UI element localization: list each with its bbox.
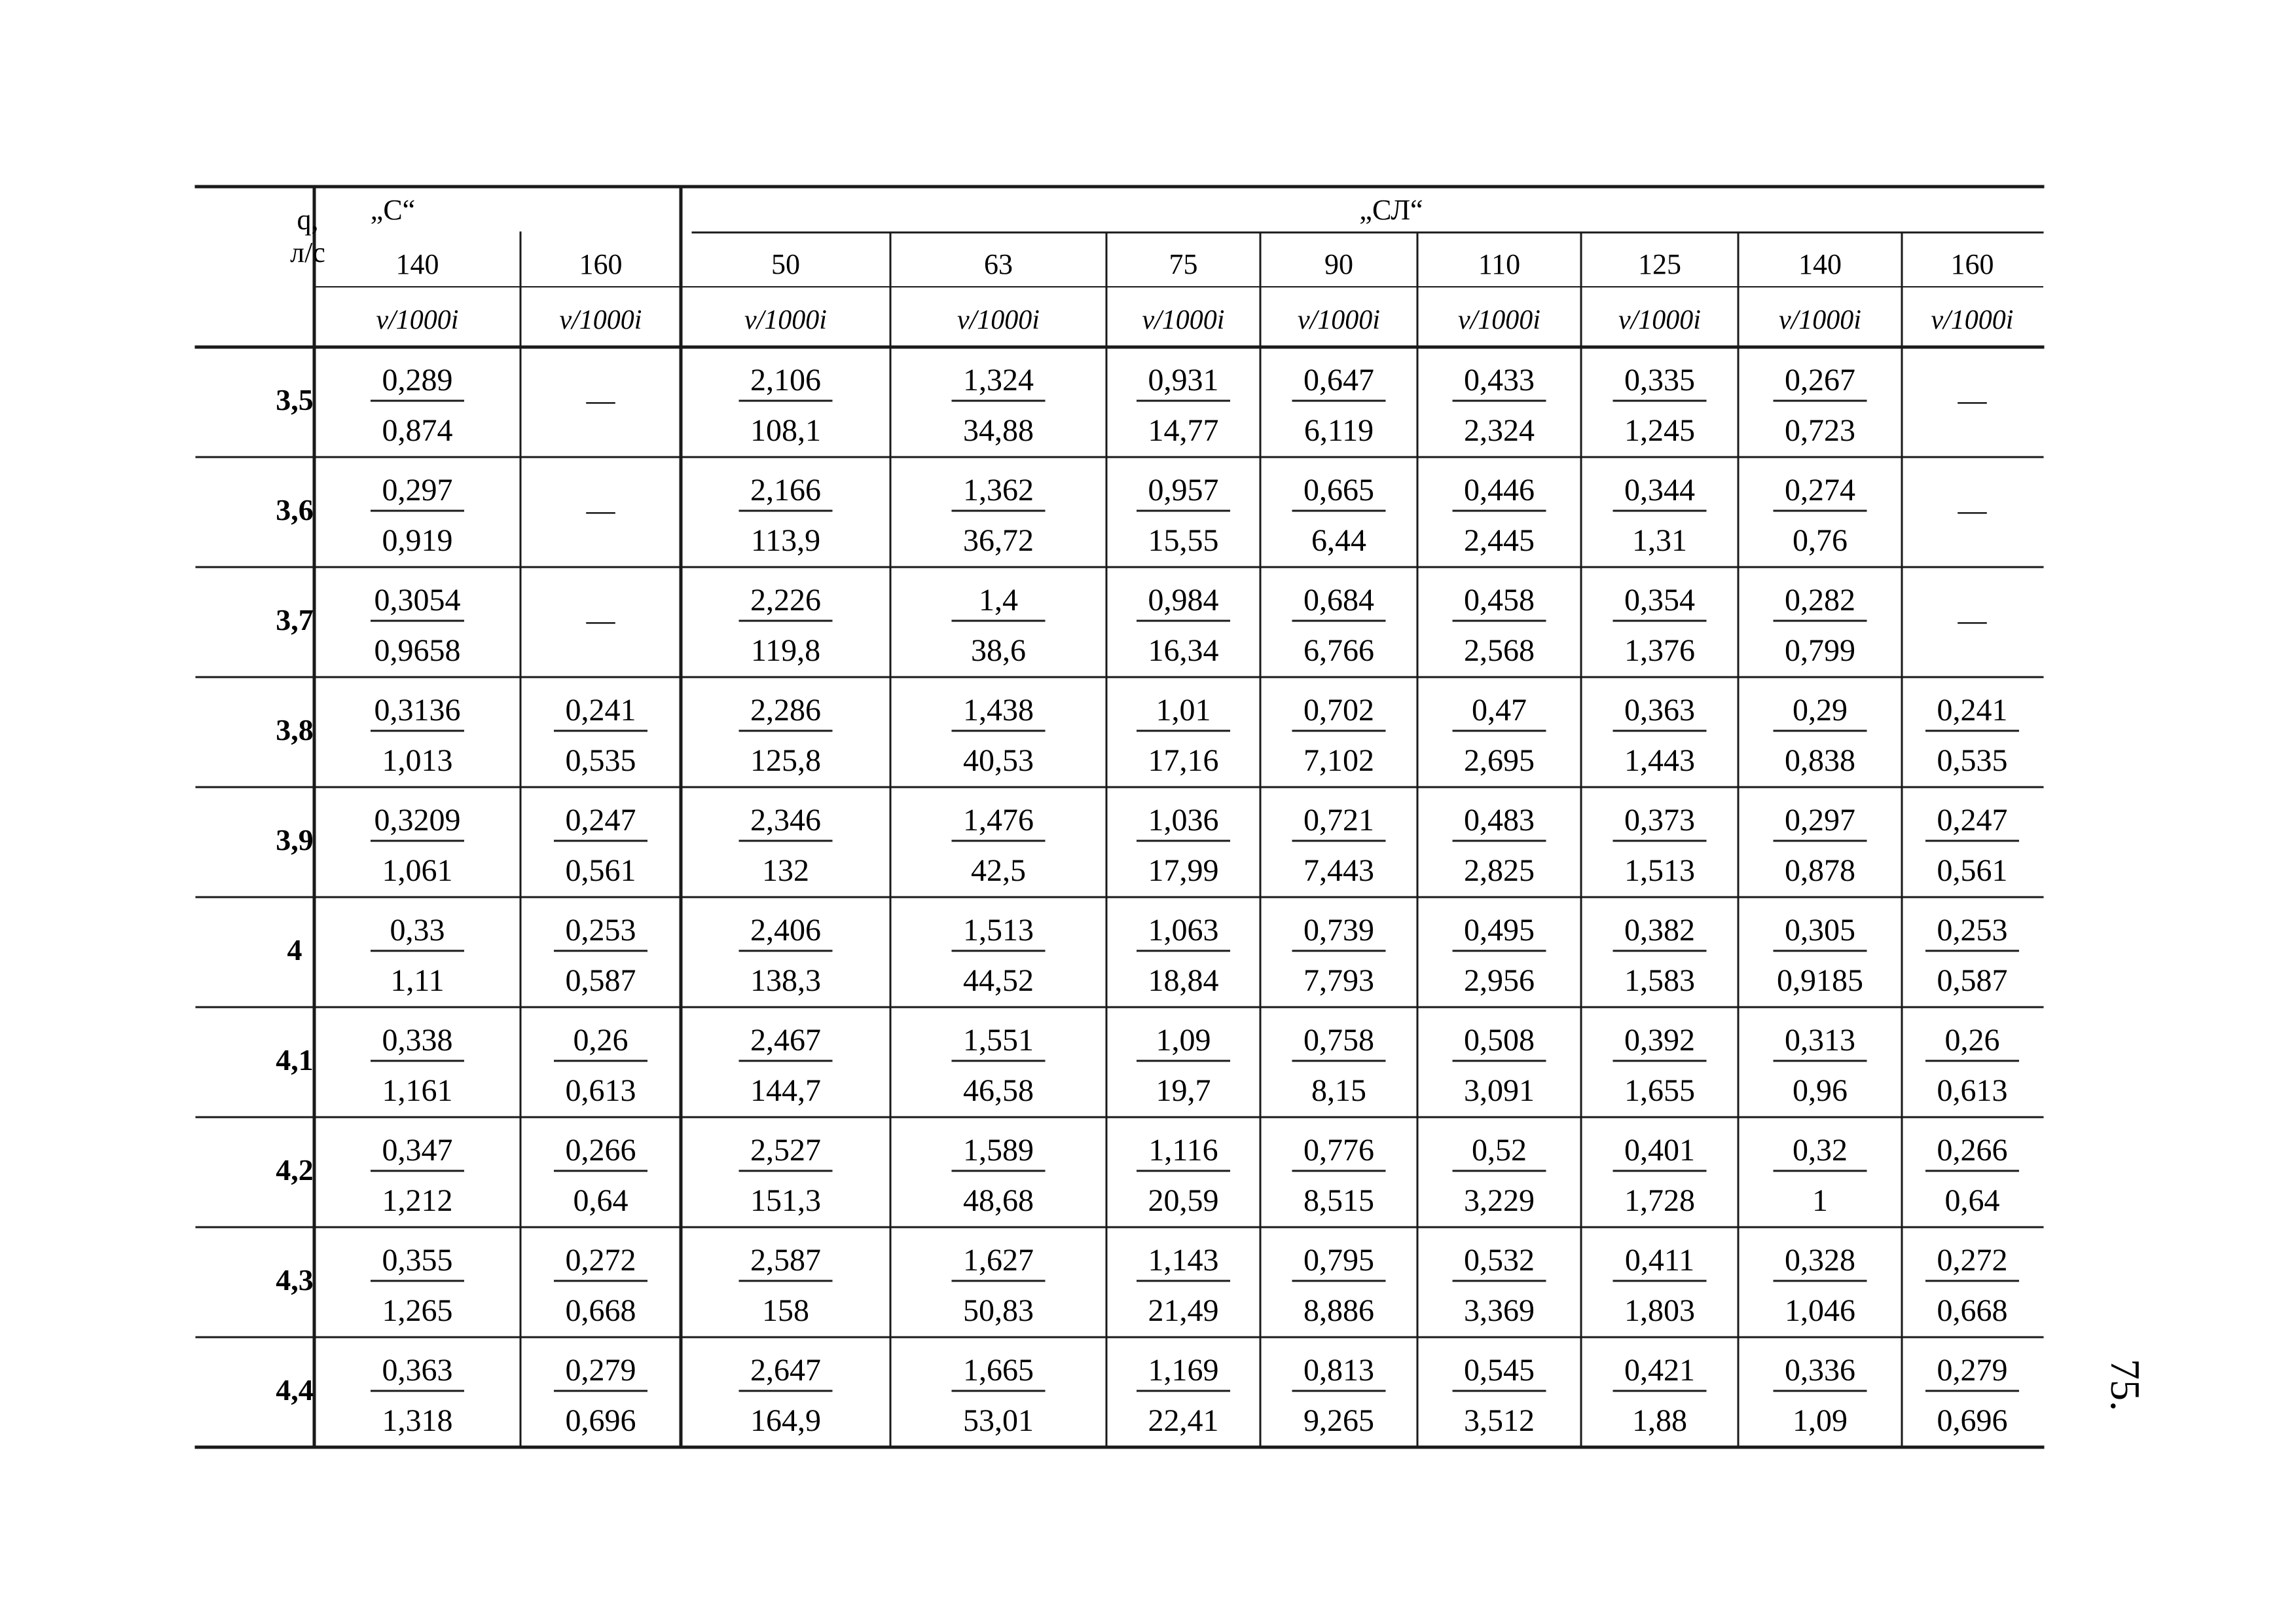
- head-loss-value: 158: [762, 1293, 809, 1328]
- head-loss-value: 0,919: [382, 523, 453, 558]
- velocity-value: 0,274: [1785, 473, 1855, 507]
- velocity-value: 0,446: [1464, 473, 1535, 507]
- head-loss-value: 1,728: [1624, 1183, 1695, 1218]
- head-loss-value: 1,11: [390, 963, 445, 998]
- flow-rate-cell: 3,9: [276, 823, 314, 857]
- velocity-value: 0,267: [1785, 363, 1855, 397]
- velocity-value: 0,508: [1464, 1023, 1535, 1058]
- diameter-header: 125: [1638, 248, 1681, 280]
- q-header: q,: [297, 204, 319, 236]
- head-loss-value: 50,83: [963, 1293, 1034, 1328]
- flow-rate-cell: 3,8: [276, 713, 314, 747]
- diameter-header: 160: [1950, 248, 1994, 280]
- head-loss-value: 0,878: [1785, 853, 1855, 888]
- velocity-value: 0,813: [1303, 1353, 1374, 1388]
- velocity-value: 1,036: [1148, 803, 1219, 838]
- head-loss-value: 1,88: [1632, 1403, 1687, 1438]
- velocity-value: 0,289: [382, 363, 453, 397]
- head-loss-value: 53,01: [963, 1403, 1034, 1438]
- diameter-header: 140: [395, 248, 439, 280]
- velocity-value: 2,587: [750, 1243, 821, 1278]
- velocity-value: 1,476: [963, 803, 1034, 838]
- head-loss-value: 22,41: [1148, 1403, 1219, 1438]
- column-subheader: v/1000i: [1931, 305, 2014, 335]
- velocity-value: 0,373: [1624, 803, 1695, 838]
- velocity-value: 0,52: [1472, 1133, 1527, 1168]
- empty-cell-dash: —: [1958, 494, 1987, 526]
- velocity-value: 1,09: [1156, 1023, 1211, 1058]
- head-loss-value: 7,102: [1303, 743, 1374, 778]
- velocity-value: 0,665: [1303, 473, 1374, 507]
- head-loss-value: 46,58: [963, 1073, 1034, 1108]
- velocity-value: 0,382: [1624, 913, 1695, 948]
- velocity-value: 0,47: [1472, 693, 1527, 728]
- head-loss-value: 0,561: [1937, 853, 2008, 888]
- velocity-value: 0,363: [382, 1353, 453, 1388]
- head-loss-value: 14,77: [1148, 413, 1219, 448]
- head-loss-value: 0,696: [565, 1403, 636, 1438]
- head-loss-value: 8,886: [1303, 1293, 1374, 1328]
- velocity-value: 1,4: [979, 583, 1018, 618]
- head-loss-value: 0,838: [1785, 743, 1855, 778]
- head-loss-value: 2,568: [1464, 633, 1535, 668]
- head-loss-value: 113,9: [750, 523, 821, 558]
- empty-cell-dash: —: [1958, 384, 1987, 416]
- velocity-value: 0,253: [565, 913, 636, 948]
- head-loss-value: 0,613: [565, 1073, 636, 1108]
- head-loss-value: 0,613: [1937, 1073, 2008, 1108]
- head-loss-value: 34,88: [963, 413, 1034, 448]
- velocity-value: 0,3209: [374, 803, 461, 838]
- head-loss-value: 1,31: [1632, 523, 1687, 558]
- velocity-value: 0,279: [1937, 1353, 2008, 1388]
- velocity-value: 0,363: [1624, 693, 1695, 728]
- head-loss-value: 1,803: [1624, 1293, 1695, 1328]
- velocity-value: 0,931: [1148, 363, 1219, 397]
- head-loss-value: 1,061: [382, 853, 453, 888]
- velocity-value: 0,29: [1793, 693, 1848, 728]
- head-loss-value: 1,318: [382, 1403, 453, 1438]
- velocity-value: 0,336: [1785, 1353, 1855, 1388]
- velocity-value: 0,247: [565, 803, 636, 838]
- empty-cell-dash: —: [586, 384, 615, 416]
- column-subheader: v/1000i: [744, 305, 827, 335]
- group-header-sl: „СЛ“: [1359, 194, 1423, 226]
- flow-rate-cell: 3,5: [276, 383, 314, 416]
- head-loss-value: 17,99: [1148, 853, 1219, 888]
- head-loss-value: 44,52: [963, 963, 1034, 998]
- velocity-value: 0,272: [565, 1243, 636, 1278]
- velocity-value: 0,338: [382, 1023, 453, 1058]
- velocity-value: 0,297: [382, 473, 453, 507]
- velocity-value: 0,411: [1624, 1243, 1695, 1278]
- table-rules: [196, 187, 2043, 1447]
- table-text: [276, 194, 2013, 1438]
- velocity-value: 0,241: [1937, 693, 2008, 728]
- velocity-value: 0,282: [1785, 583, 1855, 618]
- velocity-value: 0,241: [565, 693, 636, 728]
- head-loss-value: 164,9: [750, 1403, 821, 1438]
- velocity-value: 0,272: [1937, 1243, 2008, 1278]
- velocity-value: 0,335: [1624, 363, 1695, 397]
- empty-cell-dash: —: [586, 494, 615, 526]
- velocity-value: 1,438: [963, 693, 1034, 728]
- head-loss-value: 2,324: [1464, 413, 1535, 448]
- velocity-value: 0,297: [1785, 803, 1855, 838]
- velocity-value: 1,063: [1148, 913, 1219, 948]
- head-loss-value: 38,6: [971, 633, 1026, 668]
- velocity-value: 0,3136: [374, 693, 461, 728]
- velocity-value: 1,169: [1148, 1353, 1219, 1388]
- velocity-value: 1,551: [963, 1023, 1034, 1058]
- head-loss-value: 1,513: [1624, 853, 1695, 888]
- velocity-value: 0,495: [1464, 913, 1535, 948]
- column-subheader: v/1000i: [1618, 305, 1701, 335]
- column-subheader: v/1000i: [376, 305, 459, 335]
- diameter-header: 90: [1324, 248, 1353, 280]
- head-loss-value: 6,766: [1303, 633, 1374, 668]
- head-loss-value: 2,695: [1464, 743, 1535, 778]
- velocity-value: 1,513: [963, 913, 1034, 948]
- velocity-value: 1,324: [963, 363, 1034, 397]
- head-loss-value: 1,265: [382, 1293, 453, 1328]
- velocity-value: 0,32: [1793, 1133, 1848, 1168]
- head-loss-value: 138,3: [750, 963, 821, 998]
- head-loss-value: 0,561: [565, 853, 636, 888]
- velocity-value: 2,106: [750, 363, 821, 397]
- head-loss-value: 40,53: [963, 743, 1034, 778]
- head-loss-value: 1,09: [1793, 1403, 1848, 1438]
- head-loss-value: 1,655: [1624, 1073, 1695, 1108]
- velocity-value: 1,362: [963, 473, 1034, 507]
- flow-rate-cell: 3,7: [276, 603, 314, 637]
- velocity-value: 0,421: [1624, 1353, 1695, 1388]
- head-loss-value: 21,49: [1148, 1293, 1219, 1328]
- head-loss-value: 8,15: [1311, 1073, 1366, 1108]
- flow-rate-cell: 4: [287, 933, 302, 967]
- velocity-value: 2,166: [750, 473, 821, 507]
- flow-rate-cell: 4,2: [276, 1153, 314, 1187]
- head-loss-value: 151,3: [750, 1183, 821, 1218]
- head-loss-value: 3,369: [1464, 1293, 1535, 1328]
- velocity-value: 0,483: [1464, 803, 1535, 838]
- head-loss-value: 0,668: [1937, 1293, 2008, 1328]
- velocity-value: 0,26: [573, 1023, 629, 1058]
- head-loss-value: 36,72: [963, 523, 1034, 558]
- head-loss-value: 0,799: [1785, 633, 1855, 668]
- head-loss-value: 3,229: [1464, 1183, 1535, 1218]
- velocity-value: 1,627: [963, 1243, 1034, 1278]
- head-loss-value: 0,76: [1793, 523, 1848, 558]
- head-loss-value: 3,512: [1464, 1403, 1535, 1438]
- head-loss-value: 7,443: [1303, 853, 1374, 888]
- velocity-value: 1,589: [963, 1133, 1034, 1168]
- head-loss-value: 9,265: [1303, 1403, 1374, 1438]
- velocity-value: 0,279: [565, 1353, 636, 1388]
- head-loss-value: 0,668: [565, 1293, 636, 1328]
- head-loss-value: 0,64: [1944, 1183, 2000, 1218]
- velocity-value: 2,406: [750, 913, 821, 948]
- velocity-value: 0,266: [1937, 1133, 2008, 1168]
- velocity-value: 0,545: [1464, 1353, 1535, 1388]
- column-subheader: v/1000i: [1298, 305, 1380, 335]
- velocity-value: 0,739: [1303, 913, 1374, 948]
- velocity-value: 0,354: [1624, 583, 1695, 618]
- head-loss-value: 132: [762, 853, 809, 888]
- velocity-value: 0,684: [1303, 583, 1374, 618]
- flow-rate-cell: 4,1: [276, 1043, 314, 1077]
- flow-rate-cell: 4,4: [276, 1373, 314, 1407]
- column-subheader: v/1000i: [957, 305, 1040, 335]
- head-loss-value: 1: [1812, 1183, 1828, 1218]
- velocity-value: 1,665: [963, 1353, 1034, 1388]
- column-subheader: v/1000i: [1779, 305, 1861, 335]
- head-loss-value: 7,793: [1303, 963, 1374, 998]
- velocity-value: 0,647: [1303, 363, 1374, 397]
- velocity-value: 0,328: [1785, 1243, 1855, 1278]
- velocity-value: 0,795: [1303, 1243, 1374, 1278]
- diameter-header: 63: [984, 248, 1013, 280]
- head-loss-value: 0,874: [382, 413, 453, 448]
- velocity-value: 1,143: [1148, 1243, 1219, 1278]
- velocity-value: 1,01: [1156, 693, 1211, 728]
- velocity-value: 0,392: [1624, 1023, 1695, 1058]
- head-loss-value: 17,16: [1148, 743, 1219, 778]
- head-loss-value: 0,9185: [1777, 963, 1863, 998]
- head-loss-value: 0,96: [1793, 1073, 1848, 1108]
- velocity-value: 0,532: [1464, 1243, 1535, 1278]
- velocity-value: 0,266: [565, 1133, 636, 1168]
- head-loss-value: 0,535: [1937, 743, 2008, 778]
- velocity-value: 0,721: [1303, 803, 1374, 838]
- velocity-value: 0,702: [1303, 693, 1374, 728]
- velocity-value: 0,253: [1937, 913, 2008, 948]
- head-loss-value: 1,046: [1785, 1293, 1855, 1328]
- head-loss-value: 19,7: [1156, 1073, 1211, 1108]
- velocity-value: 0,305: [1785, 913, 1855, 948]
- head-loss-value: 2,445: [1464, 523, 1535, 558]
- head-loss-value: 18,84: [1148, 963, 1219, 998]
- velocity-value: 0,247: [1937, 803, 2008, 838]
- velocity-value: 0,984: [1148, 583, 1219, 618]
- column-subheader: v/1000i: [1458, 305, 1540, 335]
- head-loss-value: 2,956: [1464, 963, 1535, 998]
- velocity-value: 0,313: [1785, 1023, 1855, 1058]
- velocity-value: 0,347: [382, 1133, 453, 1168]
- group-header-s: „С“: [370, 194, 416, 226]
- empty-cell-dash: —: [1958, 604, 1987, 637]
- column-subheader: v/1000i: [559, 305, 642, 335]
- head-loss-value: 15,55: [1148, 523, 1219, 558]
- velocity-value: 0,776: [1303, 1133, 1374, 1168]
- head-loss-value: 1,376: [1624, 633, 1695, 668]
- velocity-value: 0,433: [1464, 363, 1535, 397]
- velocity-value: 2,647: [750, 1353, 821, 1388]
- head-loss-value: 8,515: [1303, 1183, 1374, 1218]
- flow-rate-cell: 4,3: [276, 1263, 314, 1297]
- head-loss-value: 0,587: [1937, 963, 2008, 998]
- velocity-value: 0,355: [382, 1243, 453, 1278]
- velocity-value: 0,401: [1624, 1133, 1695, 1168]
- diameter-header: 140: [1798, 248, 1842, 280]
- velocity-value: 2,286: [750, 693, 821, 728]
- column-subheader: v/1000i: [1142, 305, 1225, 335]
- head-loss-value: 3,091: [1464, 1073, 1535, 1108]
- head-loss-value: 48,68: [963, 1183, 1034, 1218]
- head-loss-value: 6,119: [1303, 413, 1374, 448]
- velocity-value: 0,26: [1944, 1023, 2000, 1058]
- velocity-value: 0,344: [1624, 473, 1695, 507]
- velocity-value: 2,527: [750, 1133, 821, 1168]
- head-loss-value: 0,587: [565, 963, 636, 998]
- head-loss-value: 1,013: [382, 743, 453, 778]
- head-loss-value: 0,64: [573, 1183, 629, 1218]
- velocity-value: 2,467: [750, 1023, 821, 1058]
- velocity-value: 0,957: [1148, 473, 1219, 507]
- head-loss-value: 0,9658: [374, 633, 461, 668]
- head-loss-value: 42,5: [971, 853, 1026, 888]
- head-loss-value: 16,34: [1148, 633, 1219, 668]
- velocity-value: 0,458: [1464, 583, 1535, 618]
- empty-cell-dash: —: [586, 604, 615, 637]
- head-loss-value: 144,7: [750, 1073, 821, 1108]
- head-loss-value: 108,1: [750, 413, 821, 448]
- velocity-value: 0,33: [390, 913, 445, 948]
- velocity-value: 0,3054: [374, 583, 461, 618]
- head-loss-value: 1,245: [1624, 413, 1695, 448]
- diameter-header: 75: [1169, 248, 1198, 280]
- head-loss-value: 119,8: [750, 633, 821, 668]
- head-loss-value: 1,583: [1624, 963, 1695, 998]
- head-loss-value: 125,8: [750, 743, 821, 778]
- head-loss-value: 2,825: [1464, 853, 1535, 888]
- head-loss-value: 20,59: [1148, 1183, 1219, 1218]
- head-loss-value: 0,723: [1785, 413, 1855, 448]
- head-loss-value: 1,212: [382, 1183, 453, 1218]
- diameter-header: 50: [771, 248, 800, 280]
- velocity-value: 2,346: [750, 803, 821, 838]
- diameter-header: 110: [1478, 248, 1521, 280]
- velocity-value: 1,116: [1148, 1133, 1218, 1168]
- head-loss-value: 0,535: [565, 743, 636, 778]
- head-loss-value: 1,161: [382, 1073, 453, 1108]
- velocity-value: 0,758: [1303, 1023, 1374, 1058]
- q-unit-header: л/с: [290, 236, 325, 268]
- head-loss-value: 1,443: [1624, 743, 1695, 778]
- diameter-header: 160: [579, 248, 623, 280]
- head-loss-value: 6,44: [1311, 523, 1366, 558]
- page-number: 75.: [2102, 1359, 2149, 1411]
- velocity-value: 2,226: [750, 583, 821, 618]
- flow-rate-cell: 3,6: [276, 493, 314, 526]
- head-loss-value: 0,696: [1937, 1403, 2008, 1438]
